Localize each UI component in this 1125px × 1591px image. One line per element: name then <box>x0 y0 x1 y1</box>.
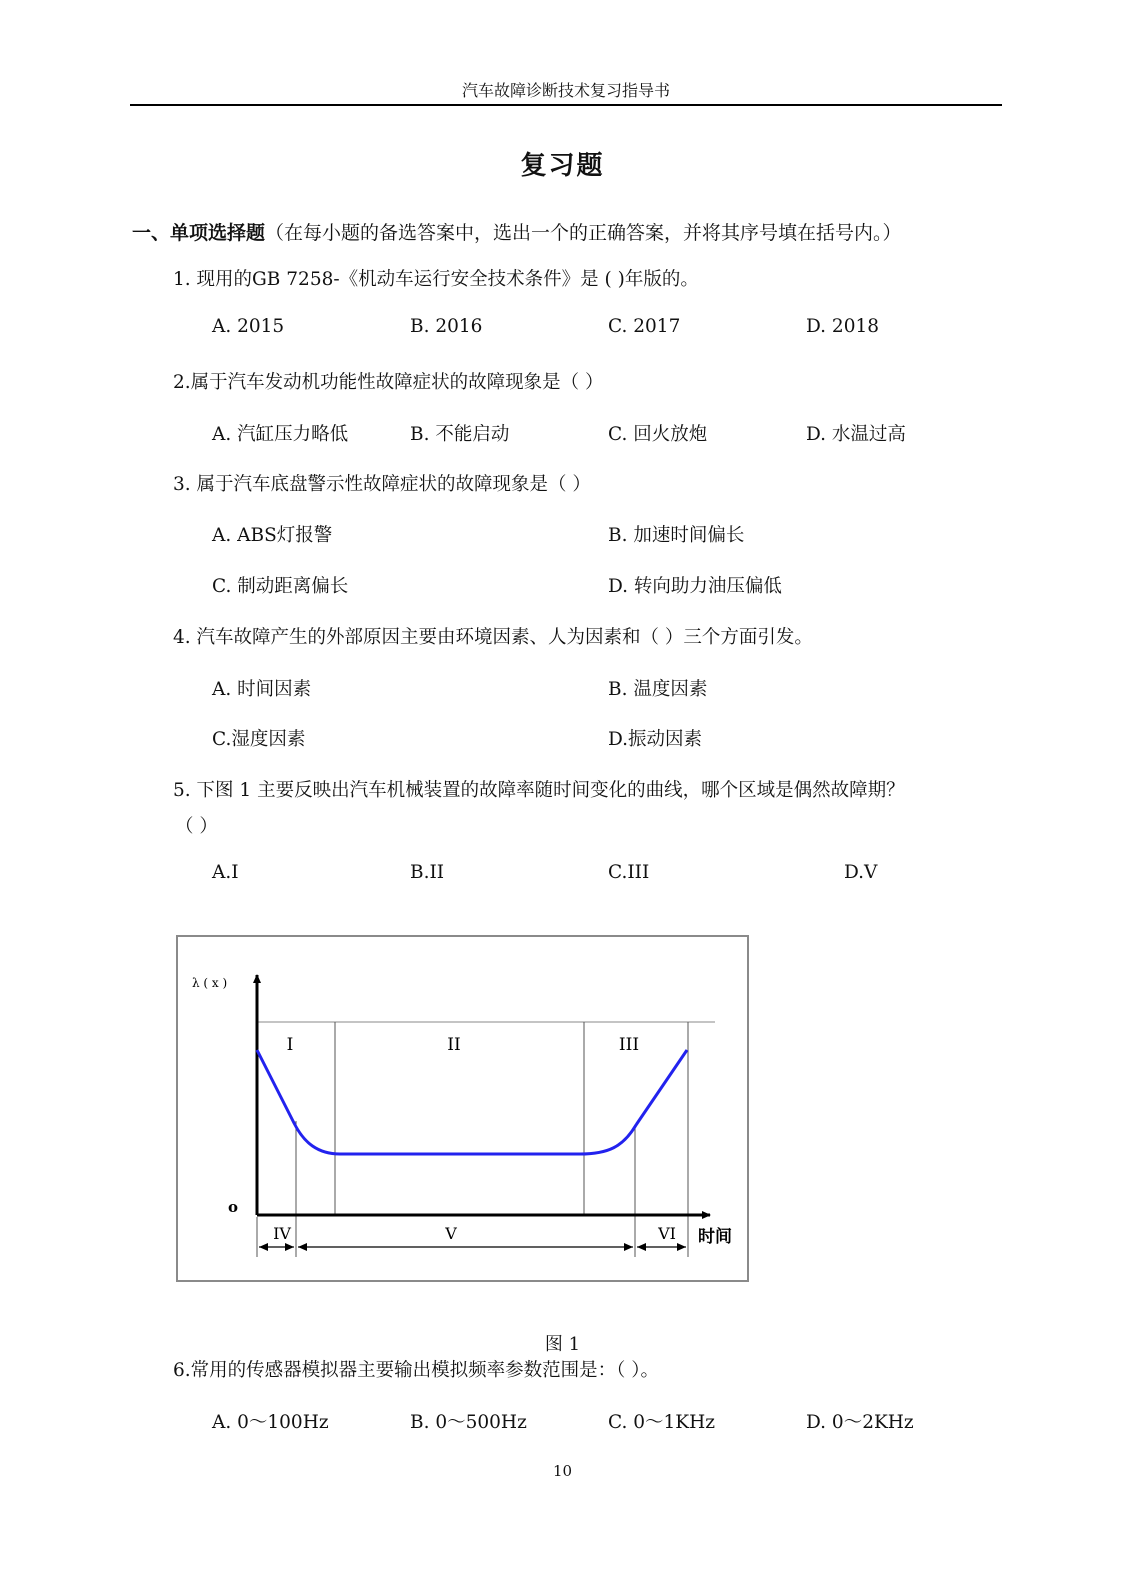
option-2d: D. 水温过高 <box>806 424 906 445</box>
option-3c: C. 制动距离偏长 <box>212 576 349 597</box>
region-label-iii: III <box>618 1035 640 1055</box>
option-6c: C. 0～1KHz <box>608 1412 715 1433</box>
region-label-ii: II <box>447 1035 461 1055</box>
option-4b: B. 温度因素 <box>608 679 708 700</box>
region-label-iv: IV <box>273 1224 291 1243</box>
running-header: 汽车故障诊断技术复习指导书 <box>130 78 1002 106</box>
option-5c: C.III <box>608 862 650 883</box>
question-2: 2.属于汽车发动机功能性故障症状的故障现象是（ ） <box>173 372 604 393</box>
option-3b: B. 加速时间偏长 <box>608 525 745 546</box>
option-2b: B. 不能启动 <box>410 424 510 445</box>
option-6b: B. 0～500Hz <box>410 1412 527 1433</box>
section-label: 一、单项选择题 <box>132 222 266 244</box>
question-1: 1. 现用的GB 7258-《机动车运行安全技术条件》是 ( )年版的。 <box>173 269 699 290</box>
region-label-v: V <box>445 1224 457 1243</box>
region-label-i: I <box>286 1035 294 1055</box>
question-3: 3. 属于汽车底盘警示性故障症状的故障现象是（ ） <box>173 474 591 495</box>
option-4a: A. 时间因素 <box>212 679 312 700</box>
section-note: （在每小题的备选答案中，选出一个的正确答案，并将其序号填在括号内。） <box>265 222 902 244</box>
option-5a: A.I <box>212 862 239 883</box>
page-title: 复习题 <box>520 151 605 181</box>
page-number: 10 <box>552 1462 573 1480</box>
option-1c: C. 2017 <box>608 316 681 337</box>
question-6: 6.常用的传感器模拟器主要输出模拟频率参数范围是：（ ）。 <box>173 1360 660 1381</box>
option-1d: D. 2018 <box>806 316 880 337</box>
option-1b: B. 2016 <box>410 316 483 337</box>
x-axis-label: 时间 <box>698 1227 732 1247</box>
origin-label: o <box>228 1198 239 1216</box>
figure-1 <box>176 935 749 1282</box>
question-5-blank: （ ） <box>175 816 218 837</box>
option-6d: D. 0～2KHz <box>806 1412 914 1433</box>
option-2c: C. 回火放炮 <box>608 424 708 445</box>
section-heading <box>132 218 902 245</box>
question-5: 5. 下图 1 主要反映出汽车机械装置的故障率随时间变化的曲线，哪个区域是偶然故障期？ <box>173 780 905 801</box>
option-3d: D. 转向助力油压偏低 <box>608 576 782 597</box>
question-4: 4. 汽车故障产生的外部原因主要由环境因素、人为因素和（ ）三个方面引发。 <box>173 627 813 648</box>
option-3a: A. ABS灯报警 <box>212 525 333 546</box>
option-6a: A. 0～100Hz <box>212 1412 329 1433</box>
y-axis-label: λ ( x ) <box>192 976 228 990</box>
option-5d: D.V <box>844 862 878 883</box>
failure-rate-curve <box>257 1050 687 1154</box>
option-1a: A. 2015 <box>212 316 285 337</box>
figure-caption: 图 1 <box>544 1334 581 1355</box>
option-4c: C.湿度因素 <box>212 729 306 750</box>
option-2a: A. 汽缸压力略低 <box>212 424 349 445</box>
option-4d: D.振动因素 <box>608 729 703 750</box>
region-label-vi: VI <box>658 1224 676 1243</box>
option-5b: B.II <box>410 862 445 883</box>
